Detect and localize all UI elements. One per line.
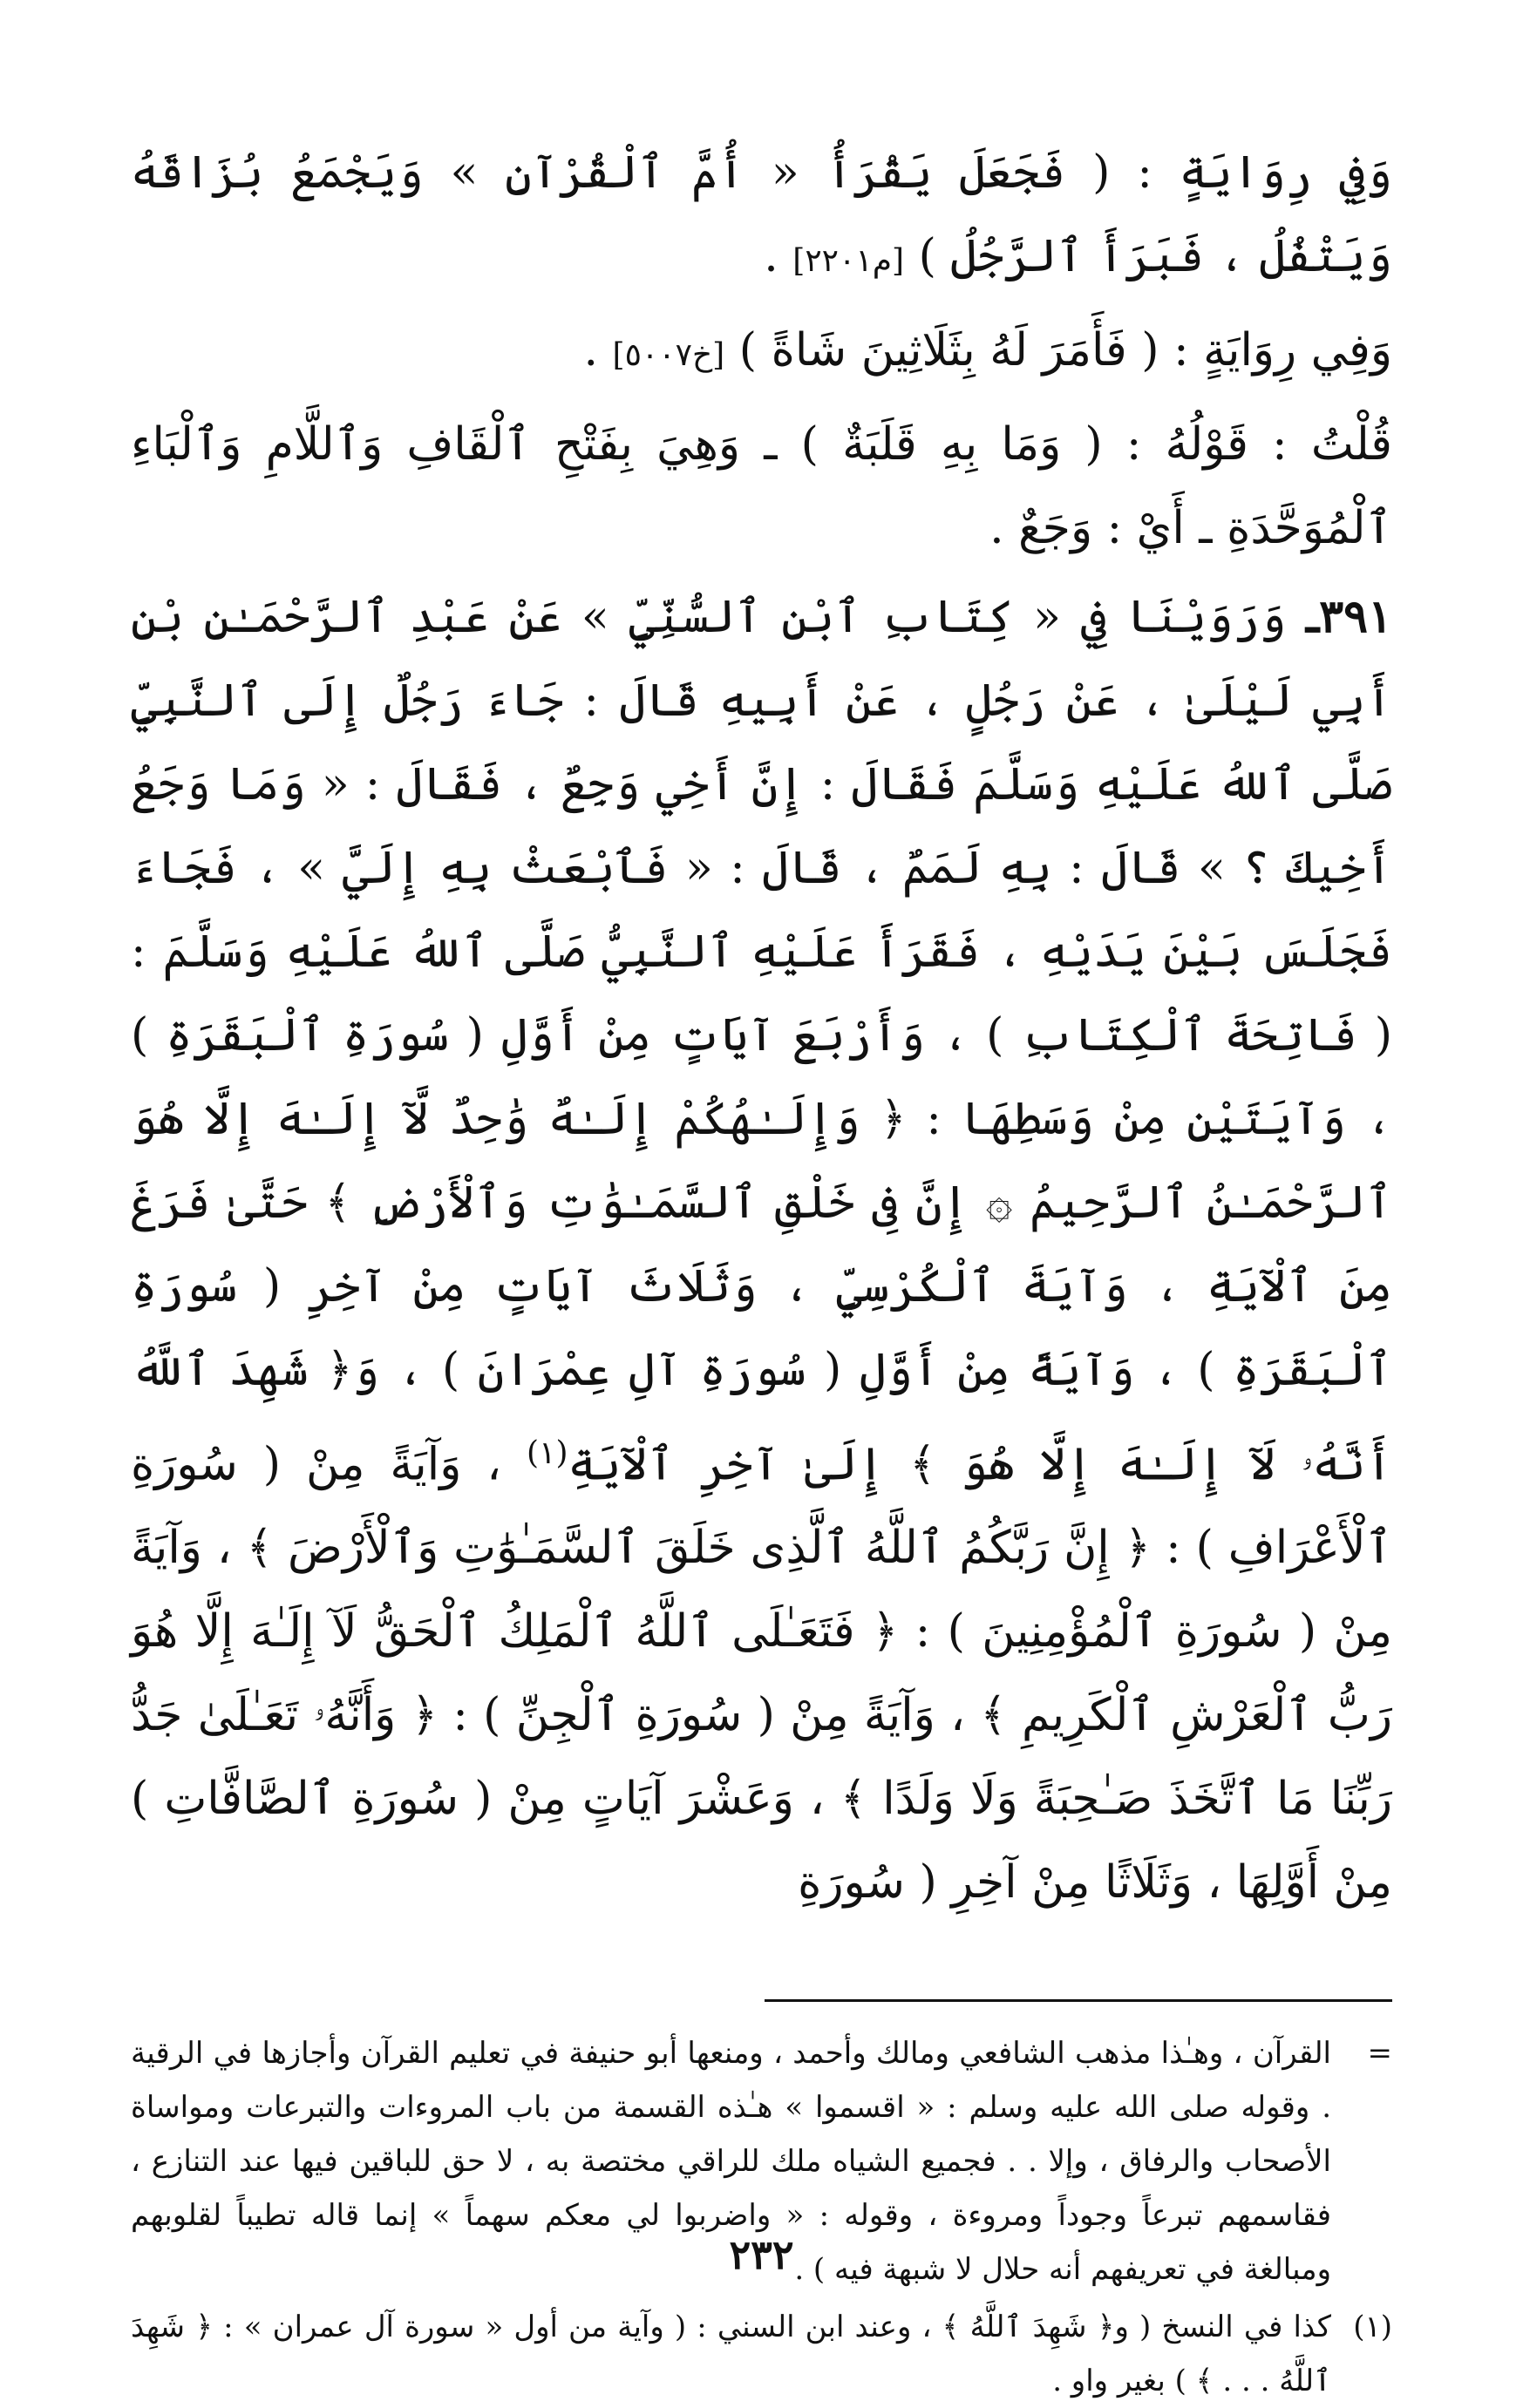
footnote-separator xyxy=(765,1999,1392,2002)
paragraph-3: قُلْتُ : قَوْلُهُ : ( وَمَا بِهِ قَلَبَةٌ ) ـ وَهِيَ بِفَتْحِ ٱلْقَافِ وَٱللَّامِ وَٱلْبَاءِ ٱلْمُوَحَّدَةِ ـ أَيْ : وَجَعٌ . xyxy=(131,418,1392,554)
main-text xyxy=(131,131,1392,1924)
footnote-text: القرآن ، وهـٰذا مذهب الشافعي ومالك وأحمد ، ومنعها أبو حنيفة في تعليم القرآن وأجازها في الرقية . وقوله صلى الله عليه وسلم : « اقسموا » هـٰذه القسمة من باب المروءات والتبرعات ومواساة الأصحاب والرفاق ، وإلا . . فجميع الشياه ملك للراقي مختصة به ، لا حق للباقين فيها عند التنازع ، فقاسمهم تبرعاً وجوداً ومروءة ، وقوله : « واضربوا لي معكم سهماً » إنما قاله تطيباً لقلوبهم ومبالغة في تعريفهم أنه حلال لا شبهة فيه ) . xyxy=(131,2036,1331,2288)
paragraph-2-text: وَفِي رِوَايَةٍ : ( فَأَمَرَ لَهُ بِثَلَاثِينَ شَاةً ) xyxy=(738,324,1392,376)
footnote-mark: (١) xyxy=(1353,2310,1392,2345)
footnote-1 xyxy=(131,2300,1392,2408)
footnotes xyxy=(131,2026,1392,2408)
period: . xyxy=(583,324,613,376)
paragraph-4 xyxy=(131,575,1392,1924)
paragraph-1 xyxy=(131,131,1392,303)
paragraph-1-text: وَفِي رِوَايَةٍ : ( فَجَعَلَ يَقْرَأُ « أُمَّ ٱلْقُرْآنِ » وَيَجْمَعُ بُزَاقَهُ وَيَتْفُلُ ، فَبَرَأَ ٱلرَّجُلُ ) xyxy=(131,146,1392,282)
hadith-number: ٣٩١ـ xyxy=(1305,590,1392,643)
source-reference: [م٢٢٠١] xyxy=(792,243,905,279)
page-number: ٢٣٢ xyxy=(729,2231,794,2278)
footnote-marker: (١) xyxy=(527,1435,568,1471)
paragraph-4-text: وَرَوَيْنَا فِي « كِتَابِ ٱبْنِ ٱلسُّنِّيِّ » عَنْ عَبْدِ ٱلرَّحْمَـٰنِ بْنِ أَبِي لَيْلَىٰ ، عَنْ رَجُلٍ ، عَنْ أَبِيهِ قَالَ : جَاءَ رَجُلٌ إِلَى ٱلنَّبِيِّ صَلَّى ٱللهُ عَلَيْهِ وَسَلَّمَ فَقَالَ : إِنَّ أَخِي وَجِعٌ ، فَقَالَ : « وَمَا وَجَعُ أَخِيكَ ؟ » قَالَ : بِهِ لَمَمٌ ، قَالَ : « فَٱبْعَثْ بِهِ إِلَيَّ » ، فَجَاءَ فَجَلَسَ بَيْنَ يَدَيْهِ ، فَقَرَأَ عَلَيْهِ ٱلنَّبِيُّ صَلَّى ٱللهُ عَلَيْهِ وَسَلَّمَ : ( فَاتِحَةَ ٱلْكِتَابِ ) ، وَأَرْبَعَ آيَاتٍ مِنْ أَوَّلِ ( سُورَةِ ٱلْبَقَرَةِ ) ، وَآيَتَيْنِ مِنْ وَسَطِهَا : ﴿ وَإِلَـٰهُكُمْ إِلَـٰهٌ وَٰحِدٌ لَّآ إِلَـٰهَ إِلَّا هُوَ ٱلرَّحْمَـٰنُ ٱلرَّحِيمُ ۞ إِنَّ فِى خَلْقِ ٱلسَّمَـٰوَٰتِ وَٱلْأَرْضِ ﴾ حَتَّىٰ فَرَغَ مِنَ ٱلْآيَةِ ، وَآيَةَ ٱلْكُرْسِيِّ ، وَثَلَاثَ آيَاتٍ مِنْ آخِرِ ( سُورَةِ ٱلْبَقَرَةِ ) ، وَآيَةً مِنْ أَوَّلِ ( سُورَةِ آلِ عِمْرَانَ ) ، وَ﴿ شَهِدَ ٱللَّهُ أَنَّهُۥ لَآ إِلَـٰهَ إِلَّا هُوَ ﴾ إِلَىٰ آخِرِ ٱلْآيَةِ xyxy=(131,591,1392,1491)
footnote-text: كذا في النسخ ( و﴿ شَهِدَ ٱللَّهُ ﴾ ، وعند ابن السني : ( وآية من أول « سورة آل عمران » : ﴿ شَهِدَ ٱللَّهُ . . . ﴾ ) بغير واو . xyxy=(131,2310,1331,2399)
paragraph-2 xyxy=(131,309,1392,397)
paragraph-4-text-continued: ، وَآيَةً مِنْ ( سُورَةِ ٱلْأَعْرَافِ ) : ﴿ إِنَّ رَبَّكُمُ ٱللَّهُ ٱلَّذِى خَلَقَ ٱلسَّمَـٰوَٰتِ وَٱلْأَرْضَ ﴾ ، وَآيَةً مِنْ ( سُورَةِ ٱلْمُؤْمِنِينَ ) : ﴿ فَتَعَـٰلَى ٱللَّهُ ٱلْمَلِكُ ٱلْحَقُّ لَآ إِلَـٰهَ إِلَّا هُوَ رَبُّ ٱلْعَرْشِ ٱلْكَرِيمِ ﴾ ، وَآيَةً مِنْ ( سُورَةِ ٱلْجِنِّ ) : ﴿ وَأَنَّهُۥ تَعَـٰلَىٰ جَدُّ رَبِّنَا مَا ٱتَّخَذَ صَـٰحِبَةً وَلَا وَلَدًا ﴾ ، وَعَشْرَ آيَاتٍ مِنْ ( سُورَةِ ٱلصَّافَّاتِ ) مِنْ أَوَّلِهَا ، وَثَلَاثًا مِنْ آخِرِ ( سُورَةِ xyxy=(131,1438,1392,1909)
footnote-mark: = xyxy=(1367,2036,1392,2072)
period: . xyxy=(764,230,793,282)
source-reference: [خ٥٠٠٧] xyxy=(612,337,725,373)
